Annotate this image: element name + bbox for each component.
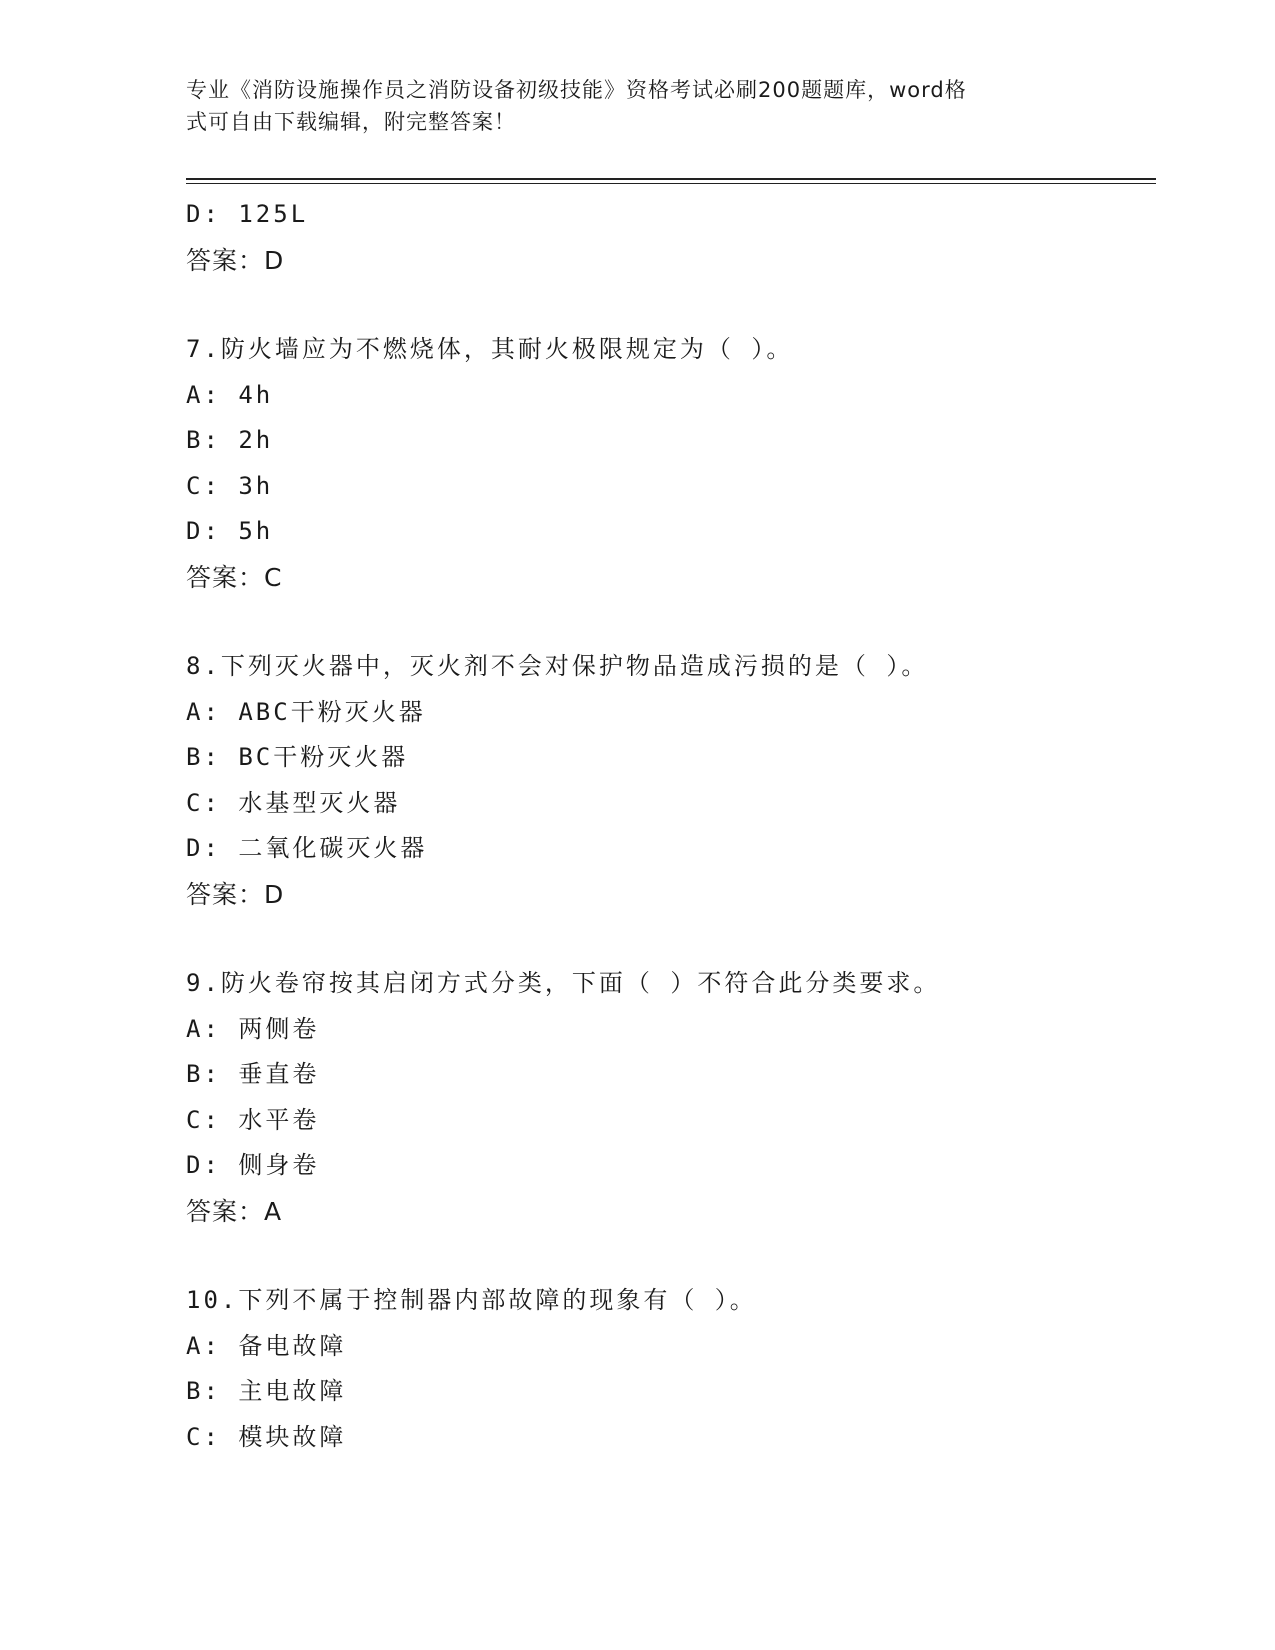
question-title: 7.防火墙应为不燃烧体，其耐火极限规定为（ ）。 — [186, 335, 794, 363]
option-c: C: 3h — [186, 471, 274, 500]
option-c: C: 水基型灭火器 — [186, 788, 401, 817]
option-a: A: 备电故障 — [186, 1331, 347, 1360]
question-title: 9.防火卷帘按其启闭方式分类，下面（ ）不符合此分类要求。 — [186, 969, 941, 997]
question-10 — [186, 1278, 1146, 1460]
question-list — [186, 192, 1146, 1504]
header-line-2: 式可自由下载编辑，附完整答案！ — [186, 110, 516, 134]
option-d: D: 二氧化碳灭火器 — [186, 834, 428, 862]
option-d: D: 5h — [186, 517, 274, 545]
question-title: 10.下列不属于控制器内部故障的现象有（ ）。 — [186, 1286, 757, 1314]
option-b: B: BC干粉灭火器 — [186, 743, 409, 771]
question-9 — [186, 961, 1146, 1234]
option-a: A: 4h — [186, 380, 274, 409]
question-8 — [186, 644, 1146, 917]
option-a: A: 两侧卷 — [186, 1014, 320, 1043]
header-divider — [186, 178, 1156, 184]
answer-line: 答案：D — [186, 879, 285, 909]
question-7 — [186, 327, 1146, 600]
option-c: C: 模块故障 — [186, 1422, 347, 1451]
answer-line: 答案：A — [186, 1196, 283, 1226]
option-d: D: 125L — [186, 200, 309, 228]
previous-question-tail — [186, 192, 1146, 283]
option-a: A: ABC干粉灭火器 — [186, 697, 426, 726]
header-line-1: 专业《消防设施操作员之消防设备初级技能》资格考试必刷200题题库，word格 — [186, 78, 967, 102]
option-b: B: 2h — [186, 426, 274, 454]
answer-line: 答案：D — [186, 245, 285, 275]
question-title: 8.下列灭火器中，灭火剂不会对保护物品造成污损的是（ ）。 — [186, 652, 929, 680]
option-c: C: 水平卷 — [186, 1105, 320, 1134]
option-b: B: 垂直卷 — [186, 1060, 320, 1088]
option-b: B: 主电故障 — [186, 1377, 347, 1405]
answer-line: 答案：C — [186, 562, 283, 592]
document-header — [186, 74, 1066, 138]
option-d: D: 侧身卷 — [186, 1151, 320, 1179]
